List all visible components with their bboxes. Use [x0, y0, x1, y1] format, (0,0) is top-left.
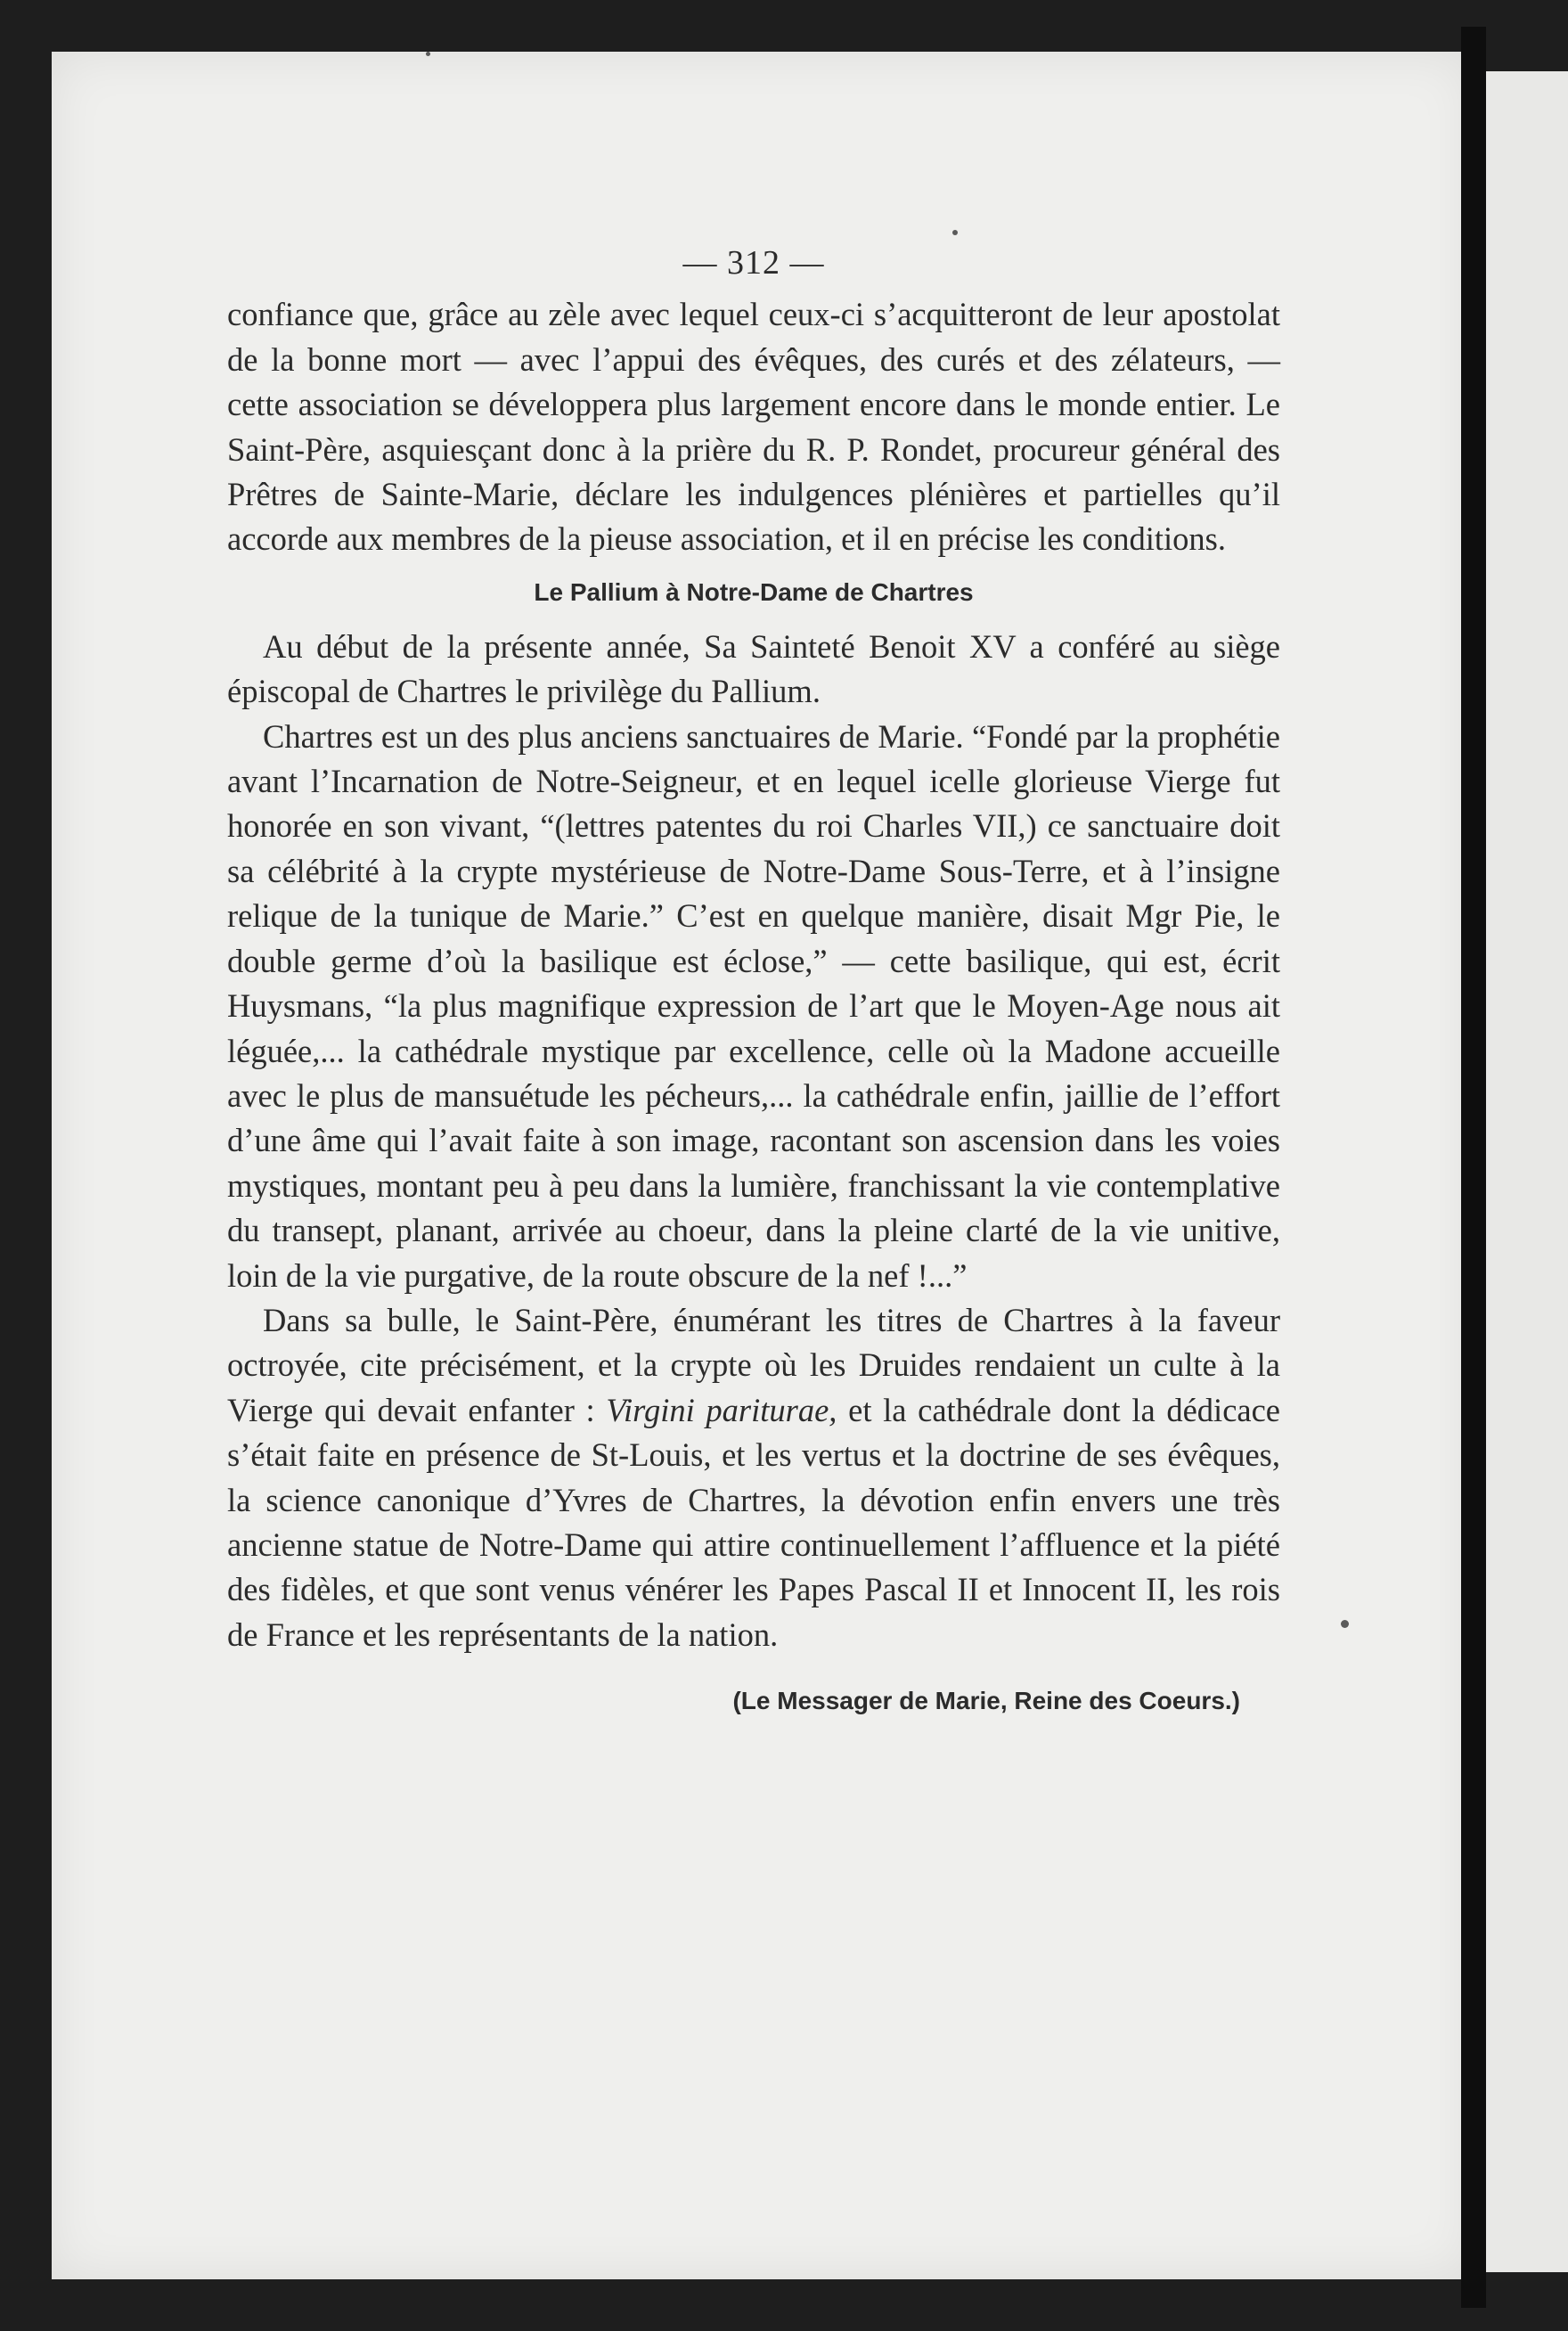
page-number: — 312 — — [682, 244, 825, 282]
paragraph-text: et la cathédrale dont la dédicace s’était faite en présence de St-Louis, et les vertus et la doctrine de ses évêques, la science canonique d’Yvres de Chartres, la dévotion enfin envers une très ancienne statue de Notre-Dame qui attire continuellement l’affluence et la piété des fidèles, et que sont venus vénérer les Papes Pascal II et Innocent II, les rois de France et les représentants de la nation. — [227, 1391, 1281, 1653]
paragraph: Chartres est un des plus anciens sanctuaires de Marie. “Fondé par la prophétie avant l’Incarnation de Notre-Seigneur, et en lequel icelle glorieuse Vierge fut honorée en son vivant, “(lettres patentes du roi Charles VII,) ce sanctuaire doit sa célébrité à la crypte mystérieuse de Notre-Dame Sous-Terre, et à l’insigne relique de la tunique de Marie.” C’est en quelque manière, disait Mgr Pie, le double germe d’où la basilique est éclose,” — cette basilique, qui est, écrit Huysmans, “la plus magnifique expression de l’art que le Moyen-Age nous ait léguée,... la cathédrale mystique par excellence, celle où la Madone accueille avec le plus de mansuétude les pécheurs,... la cathédrale enfin, jaillie de l’effort d’une âme qui l’avait faite à son image, racontant son ascension dans les voies mystiques, montant peu à peu dans la lumière, franchissant la vie contemplative du transept, planant, arrivée au choeur, dans la pleine clarté de la vie unitive, loin de la vie purgative, de la route obscure de la nef !...” — [227, 717, 1280, 1294]
paragraph: confiance que, grâce au zèle avec lequel ceux-ci s’acquitteront de leur apostolat de la bonne mort — avec l’appui des évêques, des curés et des zélateurs, — cette association se développera plus largement encore dans le monde entier. Le Saint-Père, asquiesçant donc à la prière du R. P. Rondet, procureur général des Prêtres de Sainte-Marie, déclare les indulgences plénières et partielles qu’il accorde aux membres de la pieuse association, et il en précise les conditions. — [227, 296, 1280, 558]
paragraph-text: Dans sa bulle, le Saint-Père, énumérant les titres de Chartres à la faveur octroyée, cite précisément, et la crypte où les Druides rendaient un culte à la Vierge qui devait enfanter : — [227, 1301, 1280, 1428]
facing-page-edge — [1486, 71, 1568, 2272]
latin-quote: Virgini pariturae, — [606, 1391, 837, 1428]
book-gutter — [1461, 27, 1486, 2308]
paragraph — [227, 1298, 1280, 1657]
speck-mark — [426, 52, 430, 56]
speck-mark — [1341, 1620, 1349, 1628]
section-heading: Le Pallium à Notre-Dame de Chartres — [534, 577, 974, 606]
paragraph: Au début de la présente année, Sa Sainteté Benoit XV a conféré au siège épiscopal de Chartres le privilège du Pallium. — [227, 627, 1280, 710]
page-text — [227, 241, 1280, 1724]
speck-mark — [952, 230, 958, 235]
source-citation: (Le Messager de Marie, Reine des Coeurs.) — [732, 1687, 1240, 1715]
